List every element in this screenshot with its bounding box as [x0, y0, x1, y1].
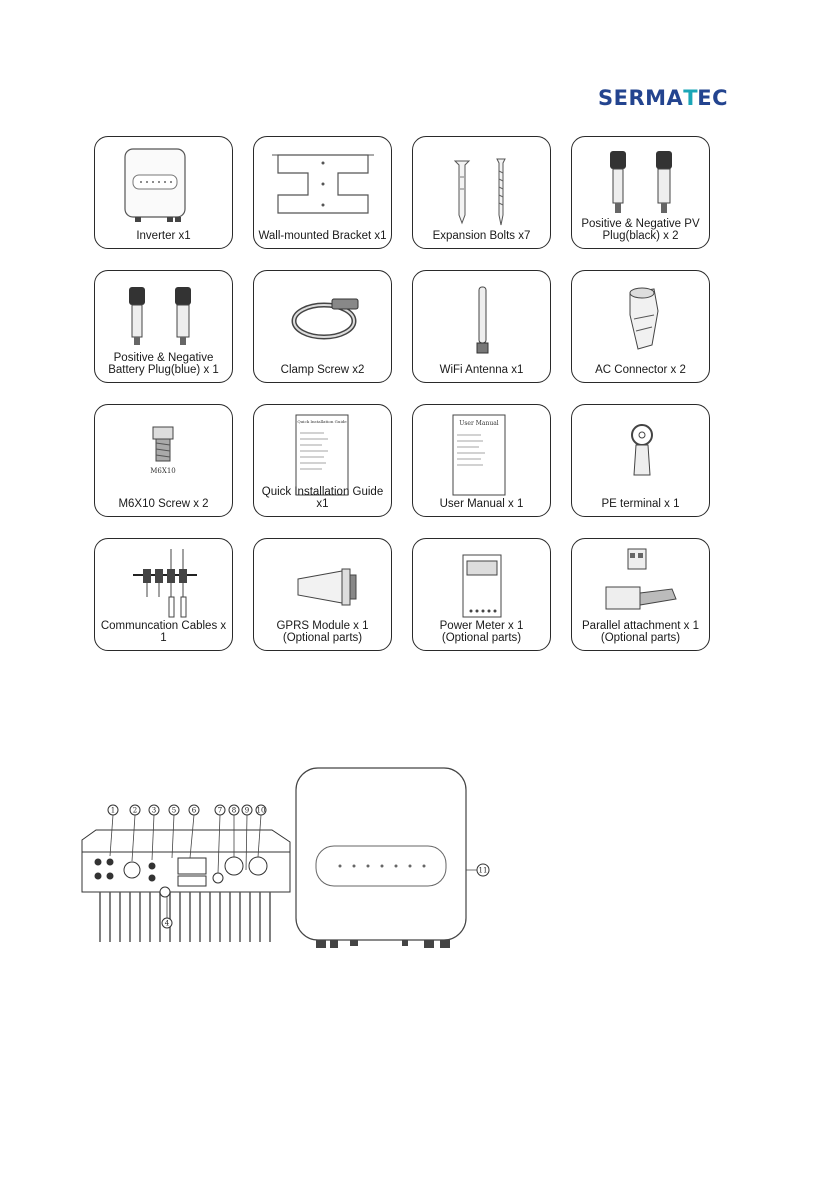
callout-5: 5 — [171, 806, 177, 815]
screw-code-text: M6X10 — [150, 467, 176, 475]
item-label: WiFi Antenna x1 — [439, 364, 524, 376]
callout-11: 11 — [478, 866, 488, 875]
callout-3: 3 — [151, 806, 157, 815]
item-label: Quick Installation Guide x1 — [261, 486, 384, 510]
callout-8: 8 — [231, 806, 237, 815]
item-label: Expansion Bolts x7 — [432, 230, 531, 242]
callout-10: 10 — [256, 806, 266, 815]
item-label: Inverter x1 — [136, 230, 191, 242]
logo-mark: T — [683, 86, 699, 110]
item-label: User Manual x 1 — [439, 498, 524, 510]
item-label: Communcation Cables x 1 — [100, 620, 227, 644]
callout-1: 1 — [110, 806, 116, 815]
inverter-front-view — [296, 768, 466, 948]
item-label: Wall-mounted Bracket x1 — [258, 230, 387, 242]
item-label: Power Meter x 1 (Optional parts) — [439, 620, 524, 644]
item-label: M6X10 Screw x 2 — [118, 498, 209, 510]
item-label: Parallel attachment x 1 (Optional parts) — [582, 620, 699, 644]
item-label: GPRS Module x 1 (Optional parts) — [276, 620, 369, 644]
callout-2: 2 — [132, 806, 138, 815]
item-label: Positive & Negative Battery Plug(blue) x 1 — [108, 352, 219, 376]
callout-6: 6 — [191, 806, 197, 815]
callout-4: 4 — [164, 919, 170, 928]
logo-text-right: EC — [697, 86, 729, 110]
manual-title-text: User Manual — [459, 420, 499, 427]
callout-7: 7 — [217, 806, 223, 815]
item-label: Positive & Negative PV Plug(black) x 2 — [581, 218, 700, 242]
guide-title-text: Quick Installation Guide — [297, 419, 347, 424]
item-label: AC Connector x 2 — [595, 364, 686, 376]
callout-9: 9 — [244, 806, 250, 815]
item-label: Clamp Screw x2 — [280, 364, 365, 376]
item-label: PE terminal x 1 — [601, 498, 680, 510]
logo-text-left: SERMA — [598, 86, 684, 110]
